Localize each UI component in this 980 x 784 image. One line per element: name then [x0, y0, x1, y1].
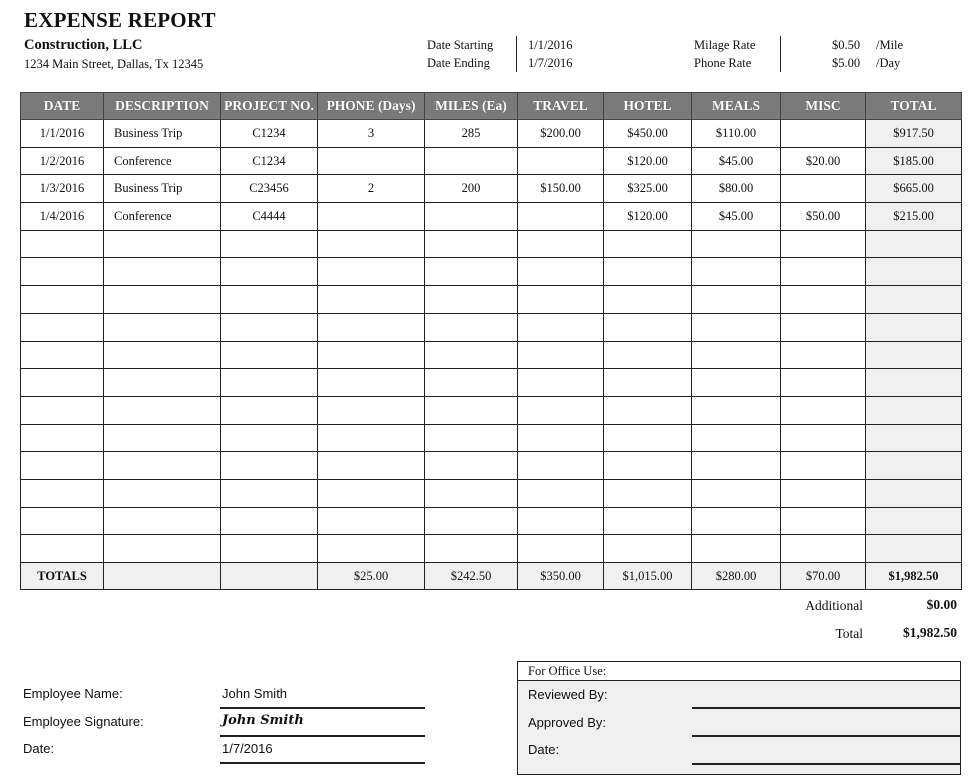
table-row — [21, 175, 962, 203]
empty-cell[interactable] — [21, 369, 104, 397]
empty-cell — [866, 479, 962, 507]
cell-phone[interactable]: 2 — [318, 175, 425, 203]
empty-cell[interactable] — [318, 286, 425, 314]
empty-cell[interactable] — [221, 369, 318, 397]
empty-cell[interactable] — [692, 452, 781, 480]
cell-date[interactable]: 1/4/2016 — [21, 203, 104, 231]
cell-date[interactable]: 1/2/2016 — [21, 147, 104, 175]
empty-cell[interactable] — [781, 341, 866, 369]
empty-cell[interactable] — [221, 286, 318, 314]
totals-travel: $350.00 — [518, 563, 604, 590]
cell-miles[interactable] — [425, 147, 518, 175]
empty-cell[interactable] — [104, 286, 221, 314]
total-value: $1,982.50 — [903, 625, 957, 640]
table-row-empty — [21, 369, 962, 397]
empty-cell[interactable] — [425, 341, 518, 369]
table-row-empty — [21, 286, 962, 314]
cell-total: $665.00 — [866, 175, 962, 203]
table-header-row — [21, 93, 962, 120]
totals-project-blank — [221, 563, 318, 590]
office-use-box — [517, 661, 961, 775]
empty-cell[interactable] — [781, 396, 866, 424]
total-label: Total — [835, 626, 863, 641]
company-address: 1234 Main Street, Dallas, Tx 12345 — [24, 57, 204, 71]
empty-cell[interactable] — [518, 369, 604, 397]
empty-cell[interactable] — [518, 452, 604, 480]
cell-travel[interactable] — [518, 203, 604, 231]
approved-by-field[interactable] — [692, 735, 960, 737]
empty-cell — [866, 535, 962, 563]
cell-hotel[interactable]: $120.00 — [604, 147, 692, 175]
empty-cell[interactable] — [221, 230, 318, 258]
table-row — [21, 147, 962, 175]
employee-signature-label: Employee Signature: — [23, 714, 144, 729]
empty-cell — [866, 424, 962, 452]
empty-cell[interactable] — [221, 396, 318, 424]
empty-cell[interactable] — [692, 535, 781, 563]
empty-cell[interactable] — [604, 313, 692, 341]
office-date-field[interactable] — [692, 763, 960, 765]
empty-cell[interactable] — [318, 341, 425, 369]
empty-cell[interactable] — [425, 230, 518, 258]
empty-cell[interactable] — [104, 507, 221, 535]
col-header-miles: MILES (Ea) — [425, 93, 518, 120]
empty-cell[interactable] — [318, 258, 425, 286]
col-header-total: TOTAL — [866, 93, 962, 120]
col-header-description: DESCRIPTION — [104, 93, 221, 120]
empty-cell[interactable] — [21, 479, 104, 507]
office-use-title: For Office Use: — [528, 664, 607, 678]
totals-meals: $280.00 — [692, 563, 781, 590]
table-row-empty — [21, 341, 962, 369]
totals-description-blank — [104, 563, 221, 590]
empty-cell[interactable] — [604, 452, 692, 480]
meta-divider — [516, 36, 517, 72]
empty-cell[interactable] — [425, 535, 518, 563]
cell-description[interactable]: Business Trip — [104, 175, 221, 203]
empty-cell[interactable] — [781, 313, 866, 341]
empty-cell[interactable] — [781, 479, 866, 507]
empty-cell[interactable] — [692, 479, 781, 507]
empty-cell[interactable] — [221, 313, 318, 341]
empty-cell[interactable] — [781, 286, 866, 314]
employee-name-label: Employee Name: — [23, 686, 123, 701]
empty-cell[interactable] — [518, 535, 604, 563]
totals-miles: $242.50 — [425, 563, 518, 590]
employee-signature-field[interactable]: John Smith — [222, 713, 304, 728]
cell-hotel[interactable]: $120.00 — [604, 203, 692, 231]
empty-cell[interactable] — [604, 230, 692, 258]
milage-rate-value[interactable]: $0.50 — [832, 38, 861, 52]
empty-cell[interactable] — [518, 313, 604, 341]
cell-miles[interactable]: 200 — [425, 175, 518, 203]
empty-cell[interactable] — [692, 286, 781, 314]
empty-cell[interactable] — [104, 369, 221, 397]
empty-cell[interactable] — [518, 286, 604, 314]
empty-cell[interactable] — [518, 479, 604, 507]
empty-cell[interactable] — [604, 396, 692, 424]
cell-misc[interactable]: $50.00 — [781, 203, 866, 231]
date-starting-value[interactable]: 1/1/2016 — [528, 38, 573, 52]
cell-misc[interactable]: $20.00 — [781, 147, 866, 175]
phone-rate-unit: /Day — [876, 56, 901, 70]
cell-date[interactable]: 1/3/2016 — [21, 175, 104, 203]
col-header-date: DATE — [21, 93, 104, 120]
empty-cell[interactable] — [104, 535, 221, 563]
totals-label: TOTALS — [21, 563, 104, 590]
empty-cell[interactable] — [318, 369, 425, 397]
empty-cell[interactable] — [318, 535, 425, 563]
empty-cell[interactable] — [604, 424, 692, 452]
empty-cell[interactable] — [104, 341, 221, 369]
approved-by-label: Approved By: — [528, 715, 607, 730]
company-name: Construction, LLC — [24, 37, 143, 53]
employee-date-label: Date: — [23, 741, 55, 756]
cell-misc[interactable] — [781, 120, 866, 148]
empty-cell[interactable] — [518, 341, 604, 369]
totals-misc: $70.00 — [781, 563, 866, 590]
cell-project[interactable]: C1234 — [221, 120, 318, 148]
empty-cell[interactable] — [21, 258, 104, 286]
empty-cell[interactable] — [104, 230, 221, 258]
empty-cell[interactable] — [425, 452, 518, 480]
empty-cell[interactable] — [781, 258, 866, 286]
empty-cell[interactable] — [318, 424, 425, 452]
milage-rate-unit: /Mile — [876, 38, 904, 52]
office-date-label: Date: — [528, 742, 560, 757]
empty-cell — [866, 230, 962, 258]
cell-project[interactable]: C23456 — [221, 175, 318, 203]
empty-cell[interactable] — [781, 369, 866, 397]
employee-name-field[interactable]: John Smith — [222, 686, 288, 701]
empty-cell[interactable] — [604, 369, 692, 397]
empty-cell[interactable] — [692, 341, 781, 369]
empty-cell[interactable] — [21, 286, 104, 314]
employee-name-underline — [220, 707, 425, 709]
col-header-misc: MISC — [781, 93, 866, 120]
cell-description[interactable]: Conference — [104, 203, 221, 231]
empty-cell[interactable] — [425, 424, 518, 452]
phone-rate-label: Phone Rate — [694, 56, 752, 70]
cell-description[interactable]: Business Trip — [104, 120, 221, 148]
empty-cell[interactable] — [318, 313, 425, 341]
cell-phone[interactable] — [318, 203, 425, 231]
employee-date-underline — [220, 762, 425, 764]
empty-cell[interactable] — [318, 452, 425, 480]
employee-date-field[interactable]: 1/7/2016 — [222, 741, 273, 756]
col-header-phone: PHONE (Days) — [318, 93, 425, 120]
empty-cell[interactable] — [692, 396, 781, 424]
reviewed-by-field[interactable] — [692, 707, 960, 709]
empty-cell[interactable] — [318, 230, 425, 258]
cell-travel[interactable] — [518, 147, 604, 175]
cell-travel[interactable]: $150.00 — [518, 175, 604, 203]
empty-cell[interactable] — [518, 396, 604, 424]
col-header-travel: TRAVEL — [518, 93, 604, 120]
cell-miles[interactable] — [425, 203, 518, 231]
empty-cell[interactable] — [104, 452, 221, 480]
empty-cell[interactable] — [781, 535, 866, 563]
expense-table — [20, 92, 962, 590]
empty-cell — [866, 507, 962, 535]
cell-meals[interactable]: $110.00 — [692, 120, 781, 148]
empty-cell[interactable] — [781, 424, 866, 452]
empty-cell[interactable] — [221, 258, 318, 286]
cell-total: $185.00 — [866, 147, 962, 175]
reviewed-by-label: Reviewed By: — [528, 687, 608, 702]
totals-phone: $25.00 — [318, 563, 425, 590]
table-row-empty — [21, 535, 962, 563]
cell-description[interactable]: Conference — [104, 147, 221, 175]
cell-project[interactable]: C4444 — [221, 203, 318, 231]
empty-cell[interactable] — [425, 396, 518, 424]
additional-value[interactable]: $0.00 — [926, 597, 957, 612]
empty-cell[interactable] — [104, 258, 221, 286]
cell-phone[interactable]: 3 — [318, 120, 425, 148]
cell-date[interactable]: 1/1/2016 — [21, 120, 104, 148]
empty-cell[interactable] — [21, 341, 104, 369]
empty-cell[interactable] — [425, 369, 518, 397]
empty-cell[interactable] — [692, 258, 781, 286]
table-row-empty — [21, 230, 962, 258]
empty-cell — [866, 369, 962, 397]
empty-cell[interactable] — [604, 479, 692, 507]
empty-cell[interactable] — [21, 507, 104, 535]
empty-cell[interactable] — [104, 479, 221, 507]
cell-meals[interactable]: $45.00 — [692, 147, 781, 175]
empty-cell[interactable] — [604, 341, 692, 369]
empty-cell[interactable] — [425, 258, 518, 286]
empty-cell[interactable] — [604, 258, 692, 286]
totals-hotel: $1,015.00 — [604, 563, 692, 590]
cell-total: $215.00 — [866, 203, 962, 231]
table-row-empty — [21, 479, 962, 507]
col-header-hotel: HOTEL — [604, 93, 692, 120]
empty-cell[interactable] — [425, 286, 518, 314]
empty-cell[interactable] — [692, 369, 781, 397]
office-use-header — [518, 662, 960, 681]
empty-cell — [866, 286, 962, 314]
cell-travel[interactable]: $200.00 — [518, 120, 604, 148]
empty-cell[interactable] — [425, 313, 518, 341]
empty-cell[interactable] — [692, 313, 781, 341]
empty-cell[interactable] — [21, 424, 104, 452]
empty-cell[interactable] — [692, 507, 781, 535]
empty-cell[interactable] — [781, 230, 866, 258]
additional-label: Additional — [805, 598, 863, 613]
empty-cell[interactable] — [781, 507, 866, 535]
col-header-meals: MEALS — [692, 93, 781, 120]
cell-phone[interactable] — [318, 147, 425, 175]
table-row — [21, 203, 962, 231]
empty-cell[interactable] — [604, 507, 692, 535]
table-row-empty — [21, 313, 962, 341]
phone-rate-value[interactable]: $5.00 — [832, 56, 861, 70]
empty-cell — [866, 396, 962, 424]
empty-cell[interactable] — [425, 507, 518, 535]
empty-cell[interactable] — [425, 479, 518, 507]
empty-cell[interactable] — [604, 535, 692, 563]
totals-grand-total: $1,982.50 — [866, 563, 962, 590]
cell-misc[interactable] — [781, 175, 866, 203]
empty-cell[interactable] — [221, 535, 318, 563]
table-row-empty — [21, 424, 962, 452]
cell-total: $917.50 — [866, 120, 962, 148]
empty-cell[interactable] — [518, 230, 604, 258]
empty-cell[interactable] — [221, 507, 318, 535]
milage-rate-label: Milage Rate — [694, 38, 756, 52]
empty-cell — [866, 452, 962, 480]
date-ending-label: Date Ending — [427, 56, 490, 70]
empty-cell[interactable] — [221, 479, 318, 507]
report-title: EXPENSE REPORT — [24, 8, 216, 32]
empty-cell — [866, 341, 962, 369]
empty-cell[interactable] — [21, 313, 104, 341]
empty-cell[interactable] — [104, 313, 221, 341]
table-row — [21, 120, 962, 148]
cell-miles[interactable]: 285 — [425, 120, 518, 148]
empty-cell[interactable] — [692, 230, 781, 258]
empty-cell[interactable] — [221, 424, 318, 452]
cell-project[interactable]: C1234 — [221, 147, 318, 175]
cell-meals[interactable]: $45.00 — [692, 203, 781, 231]
empty-cell[interactable] — [104, 396, 221, 424]
col-header-project: PROJECT NO. — [221, 93, 318, 120]
empty-cell — [866, 313, 962, 341]
date-ending-value[interactable]: 1/7/2016 — [528, 56, 573, 70]
empty-cell[interactable] — [518, 258, 604, 286]
cell-hotel[interactable]: $450.00 — [604, 120, 692, 148]
totals-row — [21, 563, 962, 590]
empty-cell[interactable] — [604, 286, 692, 314]
empty-cell[interactable] — [21, 396, 104, 424]
table-row-empty — [21, 452, 962, 480]
rate-divider — [780, 36, 781, 72]
empty-cell[interactable] — [221, 341, 318, 369]
empty-cell[interactable] — [21, 452, 104, 480]
employee-signature-underline — [220, 735, 425, 737]
empty-cell — [866, 258, 962, 286]
cell-hotel[interactable]: $325.00 — [604, 175, 692, 203]
empty-cell[interactable] — [221, 452, 318, 480]
empty-cell[interactable] — [318, 507, 425, 535]
table-row-empty — [21, 507, 962, 535]
empty-cell[interactable] — [692, 424, 781, 452]
empty-cell[interactable] — [21, 535, 104, 563]
empty-cell[interactable] — [518, 507, 604, 535]
table-row-empty — [21, 258, 962, 286]
empty-cell[interactable] — [104, 424, 221, 452]
empty-cell[interactable] — [781, 452, 866, 480]
empty-cell[interactable] — [518, 424, 604, 452]
cell-meals[interactable]: $80.00 — [692, 175, 781, 203]
empty-cell[interactable] — [318, 396, 425, 424]
empty-cell[interactable] — [21, 230, 104, 258]
date-starting-label: Date Starting — [427, 38, 494, 52]
table-row-empty — [21, 396, 962, 424]
empty-cell[interactable] — [318, 479, 425, 507]
